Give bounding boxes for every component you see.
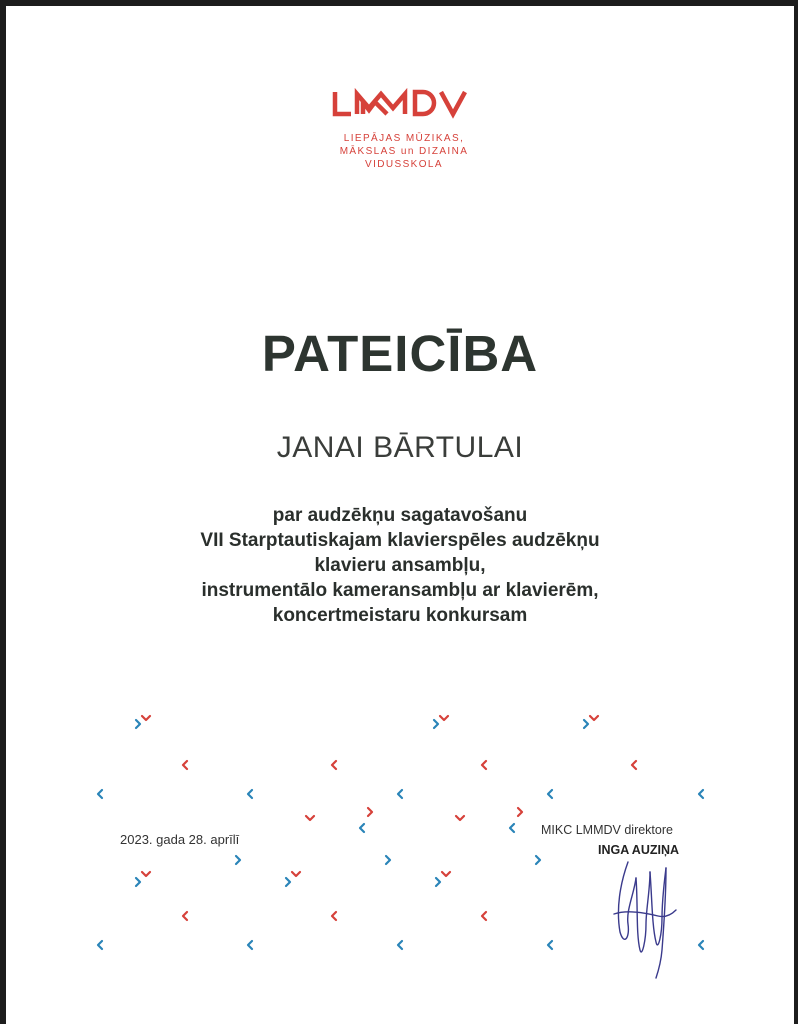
certificate-line-2: VII Starptautiskajam klavierspēles audzēkņu <box>200 530 600 551</box>
certificate-line-3: klavieru ansambļu, <box>314 555 486 576</box>
chevron-red-icon <box>332 761 336 769</box>
school-name-line-1: LIEPĀJAS MŪZIKAS, <box>343 133 465 144</box>
chevron-red-icon <box>292 872 300 876</box>
chevron-blue-icon <box>248 941 252 949</box>
signer-role: MIKC LMMDV direktore <box>541 823 673 837</box>
chevron-red-icon <box>332 912 336 920</box>
chevron-blue-icon <box>510 824 514 832</box>
certificate-line-4: instrumentālo kameransambļu ar klavierēm, <box>201 580 599 601</box>
chevron-blue-icon <box>386 856 390 864</box>
chevron-red-icon <box>518 808 522 816</box>
chevron-blue-icon <box>699 790 703 798</box>
handwritten-signature <box>606 854 686 984</box>
chevron-blue-icon <box>248 790 252 798</box>
school-name-line-2: MĀKSLAS un DIZAINA <box>339 146 469 157</box>
chevron-blue-icon <box>360 824 364 832</box>
certificate-text <box>6 503 794 628</box>
certificate-line-5: koncertmeistaru konkursam <box>272 605 528 626</box>
chevron-red-icon <box>440 716 448 720</box>
chevron-red-icon <box>456 816 464 820</box>
chevron-blue-icon <box>536 856 540 864</box>
school-logo-mark <box>331 84 481 128</box>
chevron-red-icon <box>183 912 187 920</box>
chevron-blue-icon <box>98 941 102 949</box>
chevron-blue-icon <box>398 790 402 798</box>
chevron-blue-icon <box>434 720 438 728</box>
chevron-red-icon <box>142 716 150 720</box>
chevron-red-icon <box>183 761 187 769</box>
chevron-red-icon <box>590 716 598 720</box>
school-name <box>324 132 484 171</box>
certificate-page <box>6 6 794 1024</box>
recipient-name: JANAI BĀRTULAI <box>276 431 524 464</box>
chevron-red-icon <box>142 872 150 876</box>
chevron-blue-icon <box>548 941 552 949</box>
chevron-blue-icon <box>286 878 290 886</box>
school-name-line-3: VIDUSSKOLA <box>365 159 443 170</box>
chevron-blue-icon <box>236 856 240 864</box>
school-logo <box>331 84 481 128</box>
chevron-blue-icon <box>699 941 703 949</box>
chevron-red-icon <box>368 808 372 816</box>
chevron-red-icon <box>306 816 314 820</box>
chevron-blue-icon <box>584 720 588 728</box>
signer-name: INGA AUZIŅA <box>598 843 680 857</box>
chevron-red-icon <box>482 761 486 769</box>
certificate-line-1: par audzēkņu sagatavošanu <box>272 505 528 526</box>
chevron-blue-icon <box>436 878 440 886</box>
chevron-red-icon <box>442 872 450 876</box>
chevron-blue-icon <box>136 720 140 728</box>
chevron-blue-icon <box>136 878 140 886</box>
certificate-title: PATEICĪBA <box>261 325 539 382</box>
chevron-blue-icon <box>98 790 102 798</box>
chevron-red-icon <box>632 761 636 769</box>
chevron-blue-icon <box>398 941 402 949</box>
chevron-blue-icon <box>548 790 552 798</box>
chevron-red-icon <box>482 912 486 920</box>
issue-date: 2023. gada 28. aprīlī <box>120 832 240 847</box>
